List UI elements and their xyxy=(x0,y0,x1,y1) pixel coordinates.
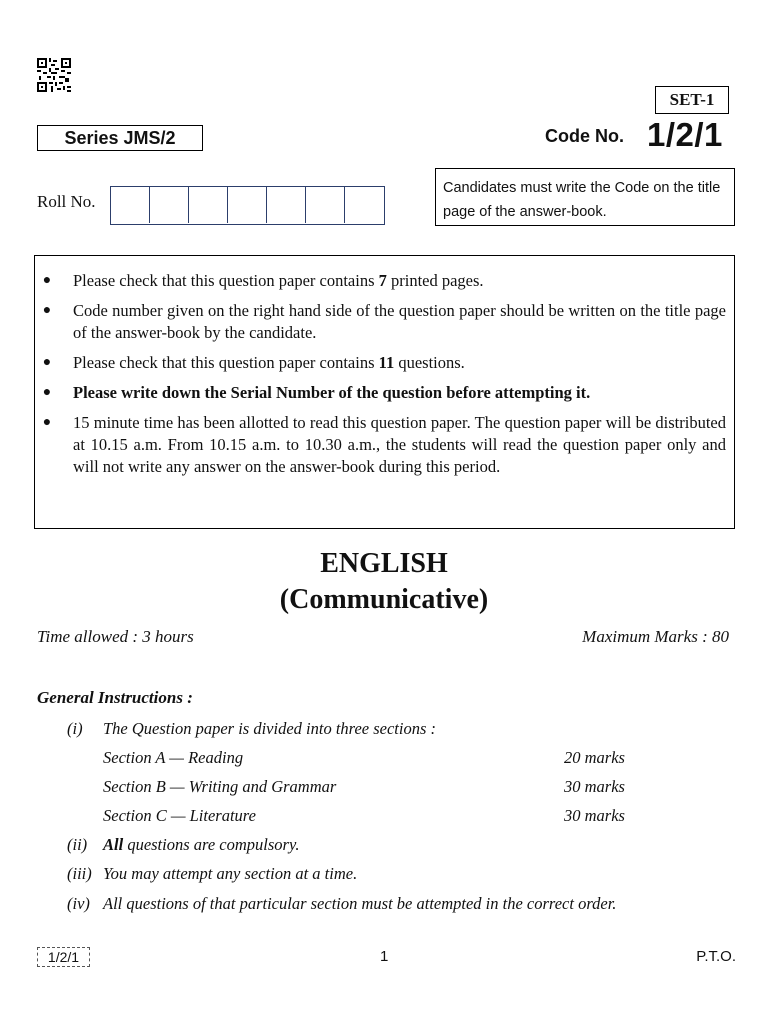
code-value: 1/2/1 xyxy=(647,116,723,153)
bullet-icon: ● xyxy=(42,303,52,318)
gi-section-marks: 20 marks xyxy=(564,748,625,767)
instruction-text: printed pages. xyxy=(386,271,484,290)
bullet-icon: ● xyxy=(42,415,52,430)
instruction-text: Please write down the Serial Number of the question before attempting it. xyxy=(73,383,591,402)
instruction-item xyxy=(41,352,726,374)
gi-item-text: You may attempt any section at a time. xyxy=(103,864,358,883)
gi-item-number: (iii) xyxy=(67,864,92,883)
roll-number-cell[interactable] xyxy=(267,187,306,223)
instruction-item xyxy=(41,382,726,404)
instruction-text: Please check that this question paper contains xyxy=(73,271,379,290)
roll-number-cell[interactable] xyxy=(111,187,150,223)
gi-item-text: The Question paper is divided into three sections : xyxy=(103,719,437,738)
instruction-text: Please check that this question paper contains xyxy=(73,353,379,372)
gi-item-number: (i) xyxy=(67,719,83,738)
roll-number-cell[interactable] xyxy=(306,187,345,223)
gi-item-text: All questions of that particular section must be attempted in the correct order. xyxy=(103,894,617,913)
instructions-box xyxy=(34,255,735,529)
gi-item-text xyxy=(103,835,299,855)
qr-code-icon xyxy=(37,58,71,92)
roll-number-cell[interactable] xyxy=(189,187,228,223)
general-instructions-heading: General Instructions : xyxy=(37,688,193,707)
instruction-text: Code number given on the right hand side of the question paper should be written on the title page of the answer-book by the candidate. xyxy=(73,301,726,342)
gi-item-number: (iv) xyxy=(67,894,90,913)
instruction-text: 15 minute time has been allotted to read this question paper. The question paper will be distributed at 10.15 a.m. From 10.15 a.m. to 10.30 a.m., the students will read the question paper only and will not write any answer on the answer-book during this period. xyxy=(73,413,726,476)
gi-item-rest: questions are compulsory. xyxy=(123,835,300,854)
set-label: SET-1 xyxy=(669,90,715,109)
gi-section-marks: 30 marks xyxy=(564,777,625,796)
roll-number-cell[interactable] xyxy=(150,187,189,223)
roll-number-label: Roll No. xyxy=(37,192,96,211)
bullet-icon: ● xyxy=(42,385,52,400)
bullet-icon: ● xyxy=(42,355,52,370)
gi-item-number: (ii) xyxy=(67,835,88,854)
page-number: 1 xyxy=(380,948,389,965)
footer-code: 1/2/1 xyxy=(37,947,90,967)
series-label: Series JMS/2 xyxy=(37,125,203,151)
gi-section-marks: 30 marks xyxy=(564,806,625,825)
gi-item-bold: All xyxy=(103,835,124,854)
gi-section-name: Section C — Literature xyxy=(103,806,256,825)
instruction-item xyxy=(41,270,726,292)
instruction-text: questions. xyxy=(394,353,465,372)
gi-section-name: Section B — Writing and Grammar xyxy=(103,777,337,796)
time-allowed: Time allowed : 3 hours xyxy=(37,627,194,646)
instruction-text: 7 xyxy=(378,271,387,290)
code-label: Code No. xyxy=(545,126,624,146)
instructions-list xyxy=(41,270,726,478)
bullet-icon: ● xyxy=(42,273,52,288)
gi-section-name: Section A — Reading xyxy=(103,748,244,767)
roll-number-boxes[interactable] xyxy=(110,186,385,225)
subject-subtitle: (Communicative) xyxy=(279,584,489,615)
pto-label: P.T.O. xyxy=(696,948,736,965)
instruction-item xyxy=(41,412,726,478)
instruction-item xyxy=(41,300,726,344)
roll-number-cell[interactable] xyxy=(345,187,384,223)
roll-number-cell[interactable] xyxy=(228,187,267,223)
subject-title: ENGLISH xyxy=(320,548,448,579)
instruction-text: 11 xyxy=(378,353,395,372)
candidates-note: Candidates must write the Code on the title page of the answer-book. xyxy=(435,168,735,226)
max-marks: Maximum Marks : 80 xyxy=(582,627,729,646)
set-label-box xyxy=(655,86,729,114)
